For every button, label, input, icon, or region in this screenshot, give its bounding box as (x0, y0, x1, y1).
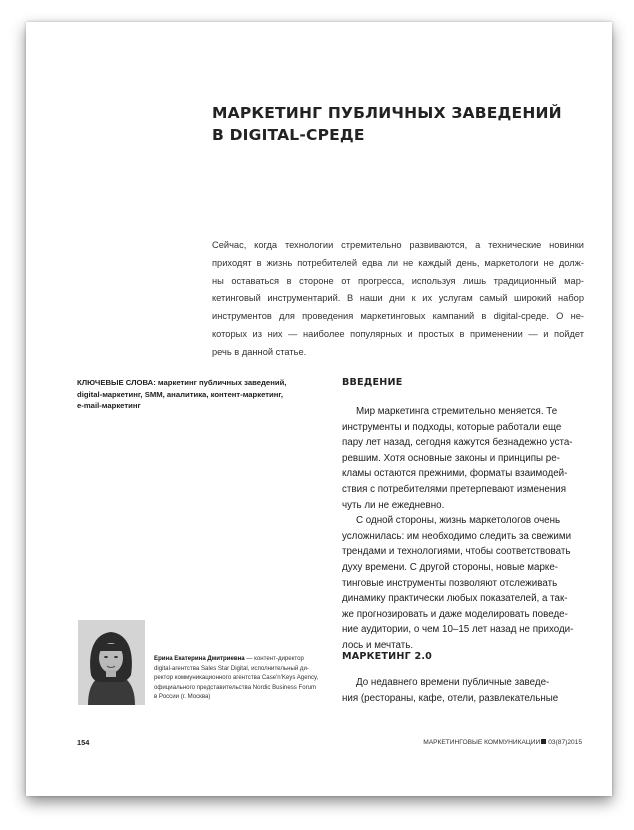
journal-name: МАРКЕТИНГОВЫЕ КОММУНИКАЦИИ (423, 739, 541, 746)
text-line: динамику практически любых показателей, а так- (342, 593, 568, 605)
text-line: ние аудитории, о чем 10–15 лет назад не приходи- (342, 624, 574, 636)
author-line: в России (г. Москва) (154, 693, 211, 701)
text-line: ствия с потребителями претерпевают изменения (342, 483, 567, 495)
text-line: Мир маркетинга стремительно меняется. Те (356, 406, 558, 417)
text-line: ния (рестораны, кафе, отели, развлекательные (342, 692, 559, 704)
text-line: пару лет назад, сегодня кажутся безнадежно уста- (342, 437, 573, 449)
text-line: лось и мечтать. (342, 639, 414, 651)
page-number: 154 (77, 738, 90, 747)
author-photo (78, 620, 145, 705)
text-line: усложнилась: им необходимо следить за свежими (342, 530, 572, 542)
keywords-line: digital-маркетинг, SMM, аналитика, контент-маркетинг, (77, 389, 284, 399)
text-line: С одной стороны, жизнь маркетологов очень (356, 515, 561, 527)
intro-text (342, 404, 592, 654)
text-line: духу времени. С другой стороны, новые марке- (342, 561, 559, 573)
author-info (154, 654, 334, 702)
text-line: До недавнего времени публичные заведе- (356, 677, 550, 688)
square-separator-icon (541, 739, 546, 744)
author-portrait-icon (78, 620, 145, 705)
title-line: МАРКЕТИНГ ПУБЛИЧНЫХ ЗАВЕДЕНИЙ (212, 104, 562, 122)
journal-page (26, 22, 612, 796)
keywords-line: e-mail-маркетинг (77, 401, 141, 410)
lead-line: кетинговый инструментарий. В наши дни к их услугам самый широкий набор (212, 293, 584, 304)
text-line: тинговые инструменты позволяют отслеживать (342, 577, 558, 589)
lead-line: инструментов для проведения маркетинговых кампаний в digital-среде. О не- (212, 311, 584, 322)
text-line: кламы остаются прежними, форматы взаимодей- (342, 468, 568, 480)
marketing-2-0-text (342, 675, 592, 706)
text-line: инструменты и подходы, которые работали еще (342, 421, 562, 433)
text-line: трендами и технологиями, чтобы соответствовать (342, 546, 571, 558)
section-heading-marketing-2-0: МАРКЕТИНГ 2.0 (342, 651, 433, 662)
author-bio-first: — контент-директор (244, 655, 304, 662)
author-line: ректор коммуникационного агентства Case'n'Keys Agency, (154, 674, 319, 682)
lead-line: Сейчас, когда технологии стремительно развиваются, а технические новинки (212, 240, 584, 250)
author-name: Ерина Екатерина Дмитриевна (154, 655, 245, 662)
keywords-line: КЛЮЧЕВЫЕ СЛОВА: маркетинг публичных заведений, (77, 378, 287, 387)
lead-line: которых из них — наиболее популярных и простых в применении — и пойдет (212, 328, 584, 339)
article-lead (212, 237, 584, 362)
title-line: В DIGITAL-СРЕДЕ (212, 126, 365, 144)
author-line (154, 654, 334, 664)
keywords-block (77, 377, 297, 412)
lead-line: приходят в жизнь потребителей едва ли не каждый день, маркетологи не долж- (212, 257, 584, 268)
article-title (212, 102, 562, 146)
lead-line: ны оставаться в стороне от прогресса, используя лишь традиционный мар- (212, 275, 584, 286)
journal-issue: 03(87)2015 (548, 739, 582, 746)
section-heading-intro: ВВЕДЕНИЕ (342, 377, 403, 388)
text-line: чуть ли не ежедневно. (342, 499, 445, 511)
text-line: ревшим. Хотя основные законы и принципы ре- (342, 452, 560, 464)
journal-footer (423, 739, 582, 746)
author-line: официального представительства Nordic Business Forum (154, 683, 317, 691)
author-line: digital-агентства Sales Star Digital, исполнительный ди- (154, 664, 309, 672)
text-line: же прогнозировать и даже моделировать поведе- (342, 608, 568, 620)
lead-line: речь в данной статье. (212, 346, 307, 357)
